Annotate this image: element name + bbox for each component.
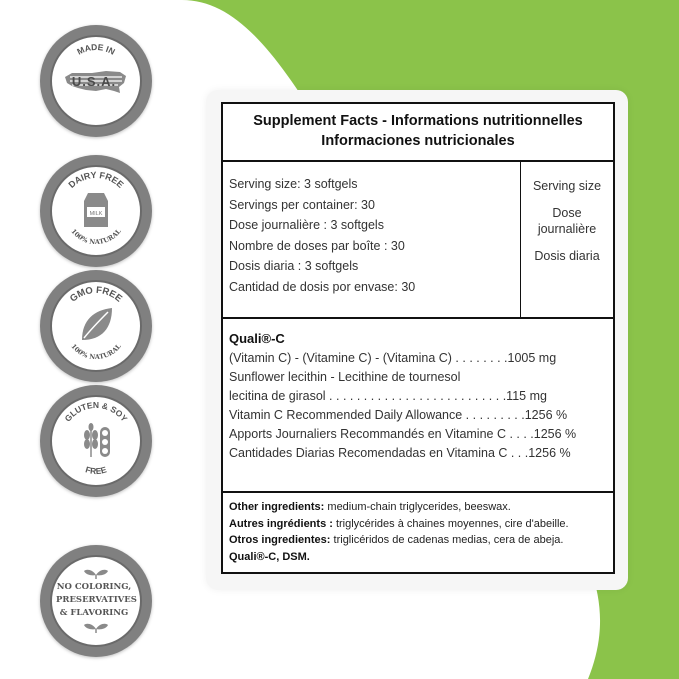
badge-center-text: U.S.A. (71, 74, 117, 89)
content-line: Sunflower lecithin - Lecithine de tournesol (229, 370, 461, 384)
svg-text:GMO FREE (68, 285, 124, 305)
badge-gmo-free (40, 270, 152, 382)
badge-dairy-free (40, 155, 152, 267)
serving-line: Dose journalière : 3 softgels (229, 218, 384, 232)
badge-top-text: MADE IN (75, 41, 117, 57)
content-line: (Vitamin C) - (Vitamine C) - (Vitamina C) . . . . . . . .1005 mg (229, 351, 557, 365)
svg-text:100% NATURAL (69, 227, 123, 246)
leaf-icon (82, 308, 112, 340)
ingredient-name: Quali®-C (229, 331, 285, 346)
serving-section (223, 162, 613, 319)
milk-carton-icon (84, 193, 108, 227)
content-line: lecitina de girasol . . . . . . . . . . . . . . . . . . . . . . . . . .115 mg (229, 389, 547, 403)
serving-header (521, 162, 613, 317)
supplement-facts-table (221, 102, 615, 574)
facts-title (223, 104, 613, 162)
content-line: Vitamin C Recommended Daily Allowance . . . . . . . . .1256 % (229, 408, 568, 422)
content-line: Apports Journaliers Recommandés en Vitamine C . . . .1256 % (229, 427, 577, 441)
serving-info (223, 162, 521, 317)
svg-text:100% NATURAL (69, 342, 123, 361)
other-ingredients-en: Other ingredients: medium-chain triglycerides, beeswax. (229, 501, 511, 513)
badge-no-coloring (40, 545, 152, 657)
wheat-soy-icon (84, 423, 110, 457)
other-ingredients-es: Otros ingredientes: triglicéridos de cadenas medias, cera de abeja. (229, 534, 564, 546)
facts-title-line-2: Informaciones nutricionales (321, 133, 515, 149)
badge-bottom-text: 100% NATURAL (69, 342, 123, 362)
other-ingredients-fr: Autres ingrédients : triglycérides à chaines moyennes, cire d'abeille. (229, 517, 569, 530)
facts-title-line-1: Supplement Facts - Informations nutritionnelles (253, 113, 583, 129)
badge-bottom-text: 100% NATURAL (69, 227, 123, 247)
contents-section (223, 319, 613, 493)
serving-line: Cantidad de dosis por envase: 30 (229, 279, 416, 294)
content-line: Cantidades Diarias Recomendadas en Vitamina C . . .1256 % (229, 446, 571, 460)
serving-line: Serving size: 3 softgels (229, 177, 358, 191)
trademark-note: Quali®-C, DSM. (229, 550, 310, 563)
milk-label: MILK (89, 211, 103, 217)
badge-line-2: PRESERVATIVES (56, 595, 137, 605)
badge-gluten-soy-free (40, 385, 152, 497)
badge-top-text: DAIRY FREE (66, 169, 126, 190)
badge-line-3: & FLAVORING (59, 608, 129, 618)
svg-text:FREE (84, 464, 108, 476)
other-ingredients-section (223, 493, 613, 565)
badge-line-1: NO COLORING, (56, 582, 132, 592)
serving-line: Servings per container: 30 (229, 197, 375, 212)
svg-text:MADE IN (75, 42, 116, 57)
svg-text:GLUTEN & SOY (63, 400, 130, 424)
badge-top-text: GMO FREE (68, 284, 125, 305)
dose-header: Dose (552, 206, 582, 220)
journaliere-header: journalière (537, 222, 597, 236)
sprout-icon-top (84, 570, 108, 579)
badge-made-in-usa (40, 25, 152, 137)
dosis-diaria-header: Dosis diaria (534, 249, 600, 263)
serving-size-header: Serving size (532, 179, 602, 193)
badge-bottom-text: FREE (84, 464, 108, 477)
svg-text:DAIRY FREE (66, 170, 125, 190)
badge-top-text: GLUTEN & SOY (62, 399, 130, 424)
serving-line: Nombre de doses par boîte : 30 (229, 238, 405, 253)
sprout-icon-bottom (84, 624, 108, 633)
serving-line: Dosis diaria : 3 softgels (229, 259, 359, 273)
